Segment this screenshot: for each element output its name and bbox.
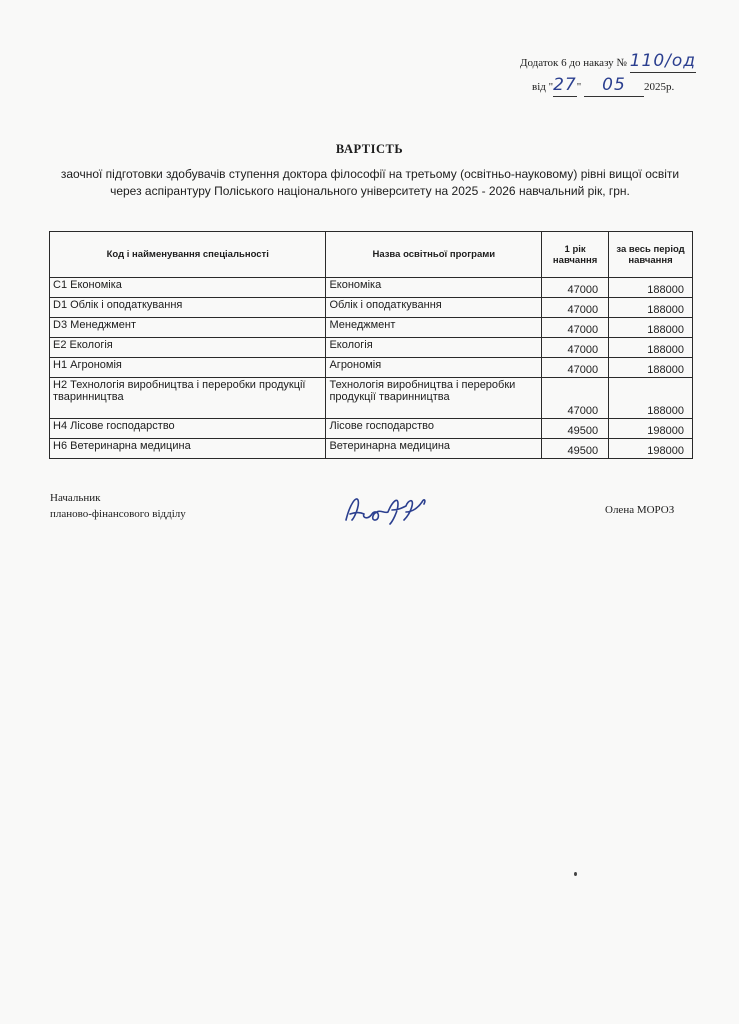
cell-specialty: Н4 Лісове господарство (50, 419, 326, 439)
document-title: ВАРТІСТЬ (335, 142, 404, 156)
table-row (50, 419, 693, 439)
cell-full-period: 198000 (609, 419, 693, 439)
appendix-header (520, 50, 710, 98)
cell-specialty: Н6 Ветеринарна медицина (50, 439, 326, 459)
position-line-2: планово-фінансового відділу (50, 508, 186, 520)
cell-specialty: D1 Облік і оподаткування (50, 298, 326, 318)
header-first-year: 1 рік навчання (542, 232, 609, 278)
cell-full-period: 188000 (609, 318, 693, 338)
signatory-position (50, 490, 186, 522)
cell-program: Екологія (326, 338, 542, 358)
subtitle-line-2: через аспірантуру Поліського національного університету на 2025 - 2026 навчальний рік, грн. (110, 184, 630, 198)
cell-full-period: 188000 (609, 278, 693, 298)
table-row (50, 318, 693, 338)
header-specialty: Код і найменування спеціальності (50, 232, 326, 278)
cell-program: Економіка (326, 278, 542, 298)
table-row (50, 358, 693, 378)
date-day: 27 (553, 75, 577, 95)
cell-first-year: 49500 (542, 419, 609, 439)
cell-full-period: 188000 (609, 358, 693, 378)
handwritten-signature (340, 490, 440, 535)
cell-program: Облік і оподаткування (326, 298, 542, 318)
table-row (50, 338, 693, 358)
table-header-row (50, 232, 693, 278)
subtitle-line-1: заочної підготовки здобувачів ступення доктора філософії на третьому (освітньо-науковому) рівні вищої освіти (60, 167, 680, 181)
cost-table (49, 231, 693, 459)
signer-name: Олена МОРОЗ (605, 504, 675, 516)
header-program: Назва освітньої програми (326, 232, 542, 278)
cell-full-period: 198000 (609, 439, 693, 459)
cell-specialty: Н2 Технологія виробництва і переробки продукції тваринництва (50, 378, 326, 419)
cell-specialty: D3 Менеджмент (50, 318, 326, 338)
date-quote: " (576, 81, 582, 93)
cell-full-period: 188000 (609, 298, 693, 318)
table-row (50, 439, 693, 459)
table-row (50, 298, 693, 318)
cell-specialty: Е2 Екологія (50, 338, 326, 358)
document-subtitle (40, 166, 700, 200)
cell-specialty: С1 Економіка (50, 278, 326, 298)
header-full-period: за весь період навчання (609, 232, 693, 278)
cell-first-year: 47000 (542, 278, 609, 298)
cell-full-period: 188000 (609, 338, 693, 358)
cell-first-year: 47000 (542, 358, 609, 378)
table-row (50, 278, 693, 298)
date-year: 2025р. (643, 81, 675, 93)
date-month: 05 (584, 74, 644, 97)
cell-program: Менеджмент (326, 318, 542, 338)
cell-program: Ветеринарна медицина (326, 439, 542, 459)
cell-first-year: 49500 (542, 439, 609, 459)
signature-icon (340, 490, 440, 530)
order-number: 110/од (629, 51, 697, 71)
cell-first-year: 47000 (542, 298, 609, 318)
scan-speck (574, 872, 577, 876)
cell-program: Технологія виробництва і переробки продукції тваринництва (326, 378, 542, 419)
cell-program: Агрономія (326, 358, 542, 378)
cell-first-year: 47000 (542, 338, 609, 358)
cell-program: Лісове господарство (326, 419, 542, 439)
table-row (50, 378, 693, 419)
cell-first-year: 47000 (542, 318, 609, 338)
cell-full-period: 188000 (609, 378, 693, 419)
cell-first-year: 47000 (542, 378, 609, 419)
date-prefix: від " (532, 81, 554, 93)
position-line-1: Начальник (50, 492, 101, 504)
appendix-text: Додаток 6 до наказу № (520, 57, 627, 69)
cell-specialty: Н1 Агрономія (50, 358, 326, 378)
